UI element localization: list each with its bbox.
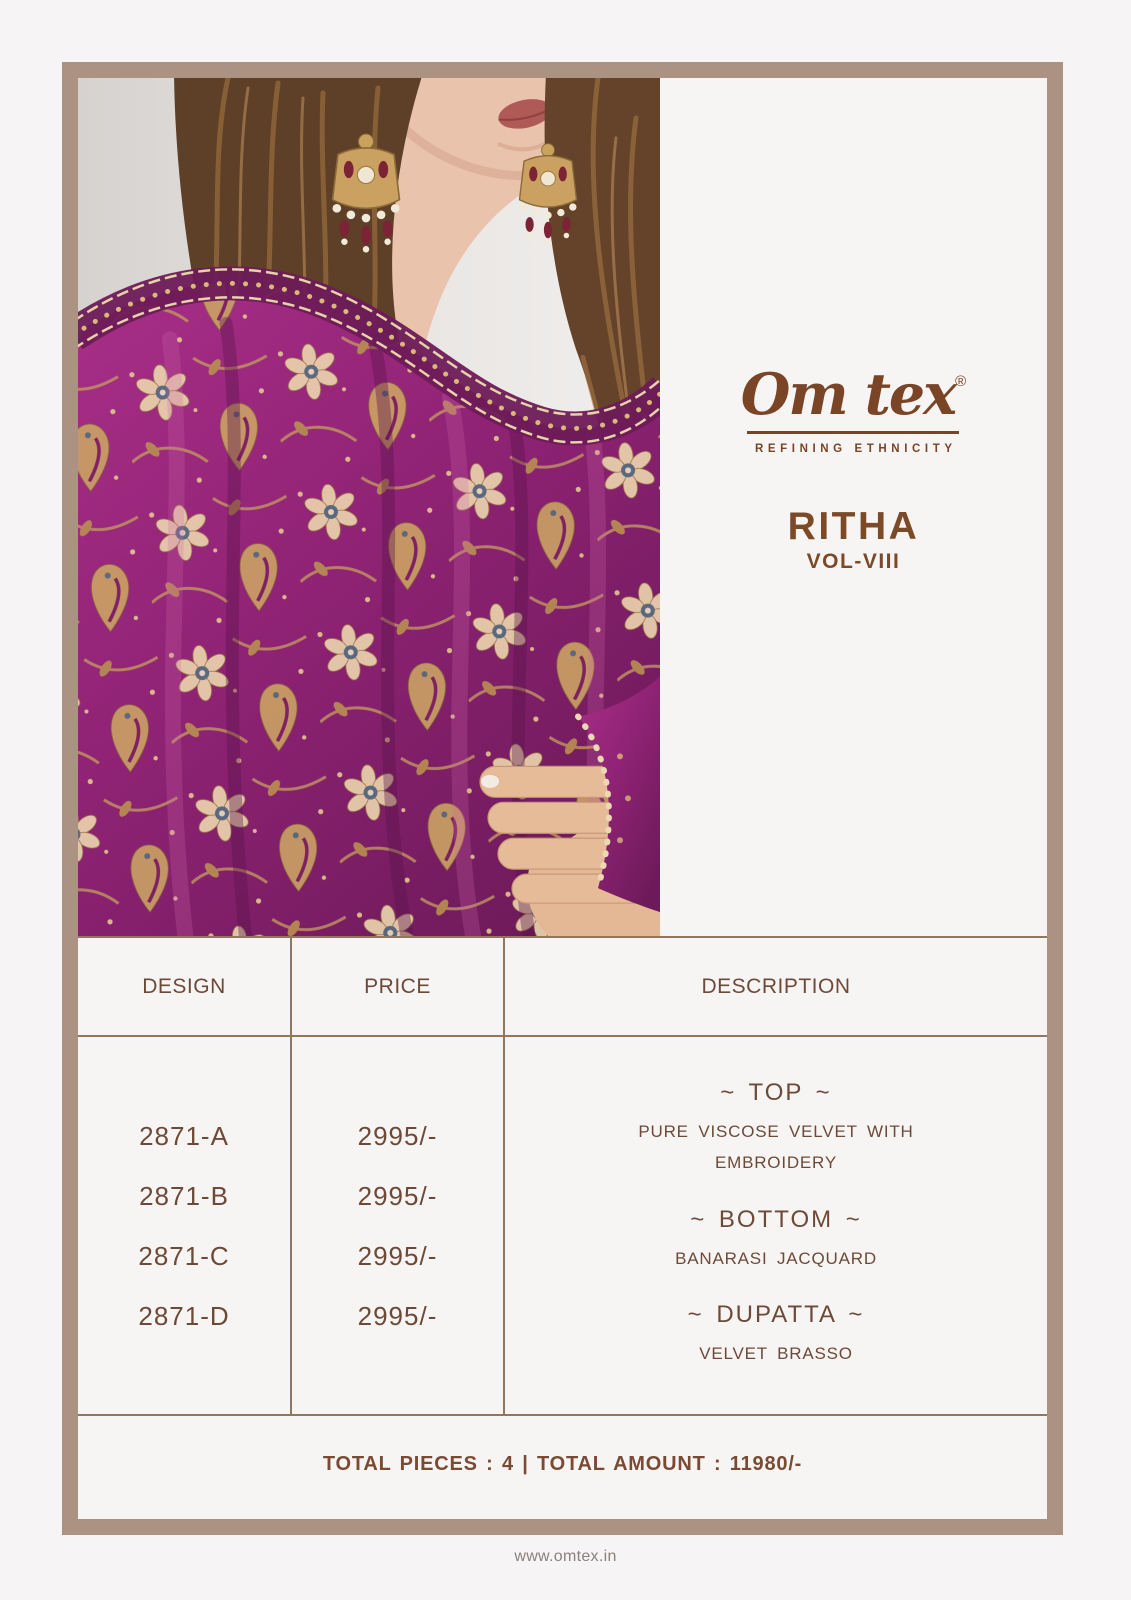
catalog-card — [62, 62, 1063, 1535]
omtex-logo — [740, 361, 967, 455]
price-value: 2995/- — [357, 1240, 438, 1271]
brand-tagline: REFINING ETHNICITY — [754, 443, 957, 455]
header-cell-price: PRICE — [292, 938, 505, 1035]
model-photo-illustration — [78, 78, 660, 936]
price-value: 2995/- — [357, 1180, 438, 1211]
footer-url: www.omtex.in — [514, 1548, 617, 1565]
top-section — [78, 78, 1047, 938]
collection-title: RITHA — [787, 505, 920, 548]
design-code: 2871-C — [138, 1240, 230, 1271]
desc-section-title: ~ DUPATTA ~ — [687, 1301, 865, 1329]
desc-section-title: ~ BOTTOM ~ — [690, 1205, 862, 1233]
price-value: 2995/- — [357, 1120, 438, 1151]
design-code: 2871-B — [139, 1180, 229, 1211]
header-cell-design: DESIGN — [78, 938, 292, 1035]
desc-line-text: PURE VISCOSE VELVET WITH — [638, 1122, 914, 1142]
desc-section-dupatta — [688, 1303, 865, 1370]
collection-block — [788, 507, 920, 574]
table-header-row — [78, 938, 1047, 1037]
price-column — [292, 1037, 505, 1414]
total-text: TOTAL PIECES : 4 | TOTAL AMOUNT : 11980/- — [322, 1453, 803, 1475]
total-row — [78, 1416, 1047, 1513]
design-code: 2871-A — [139, 1120, 229, 1151]
design-code: 2871-D — [138, 1300, 230, 1331]
collection-volume: VOL-VIII — [806, 550, 901, 573]
brand-panel — [660, 78, 1047, 936]
desc-line: BANARASI JACQUARD — [675, 1248, 877, 1268]
price-value: 2995/- — [357, 1300, 438, 1331]
desc-section-top — [638, 1081, 913, 1178]
description-column — [505, 1037, 1047, 1414]
desc-line: VELVET BRASSO — [699, 1344, 853, 1364]
header-cell-description: DESCRIPTION — [701, 974, 851, 998]
table-body-row — [78, 1037, 1047, 1416]
desc-line-text: EMBROIDERY — [714, 1152, 837, 1172]
omtex-logo-script: Om tex — [740, 361, 956, 428]
design-column — [78, 1037, 292, 1414]
model-photo — [78, 78, 660, 936]
registered-mark: ® — [955, 373, 967, 390]
logo-underline — [747, 431, 959, 434]
desc-line — [638, 1117, 913, 1178]
desc-section-title: ~ TOP ~ — [720, 1079, 832, 1107]
desc-section-bottom — [675, 1205, 877, 1275]
